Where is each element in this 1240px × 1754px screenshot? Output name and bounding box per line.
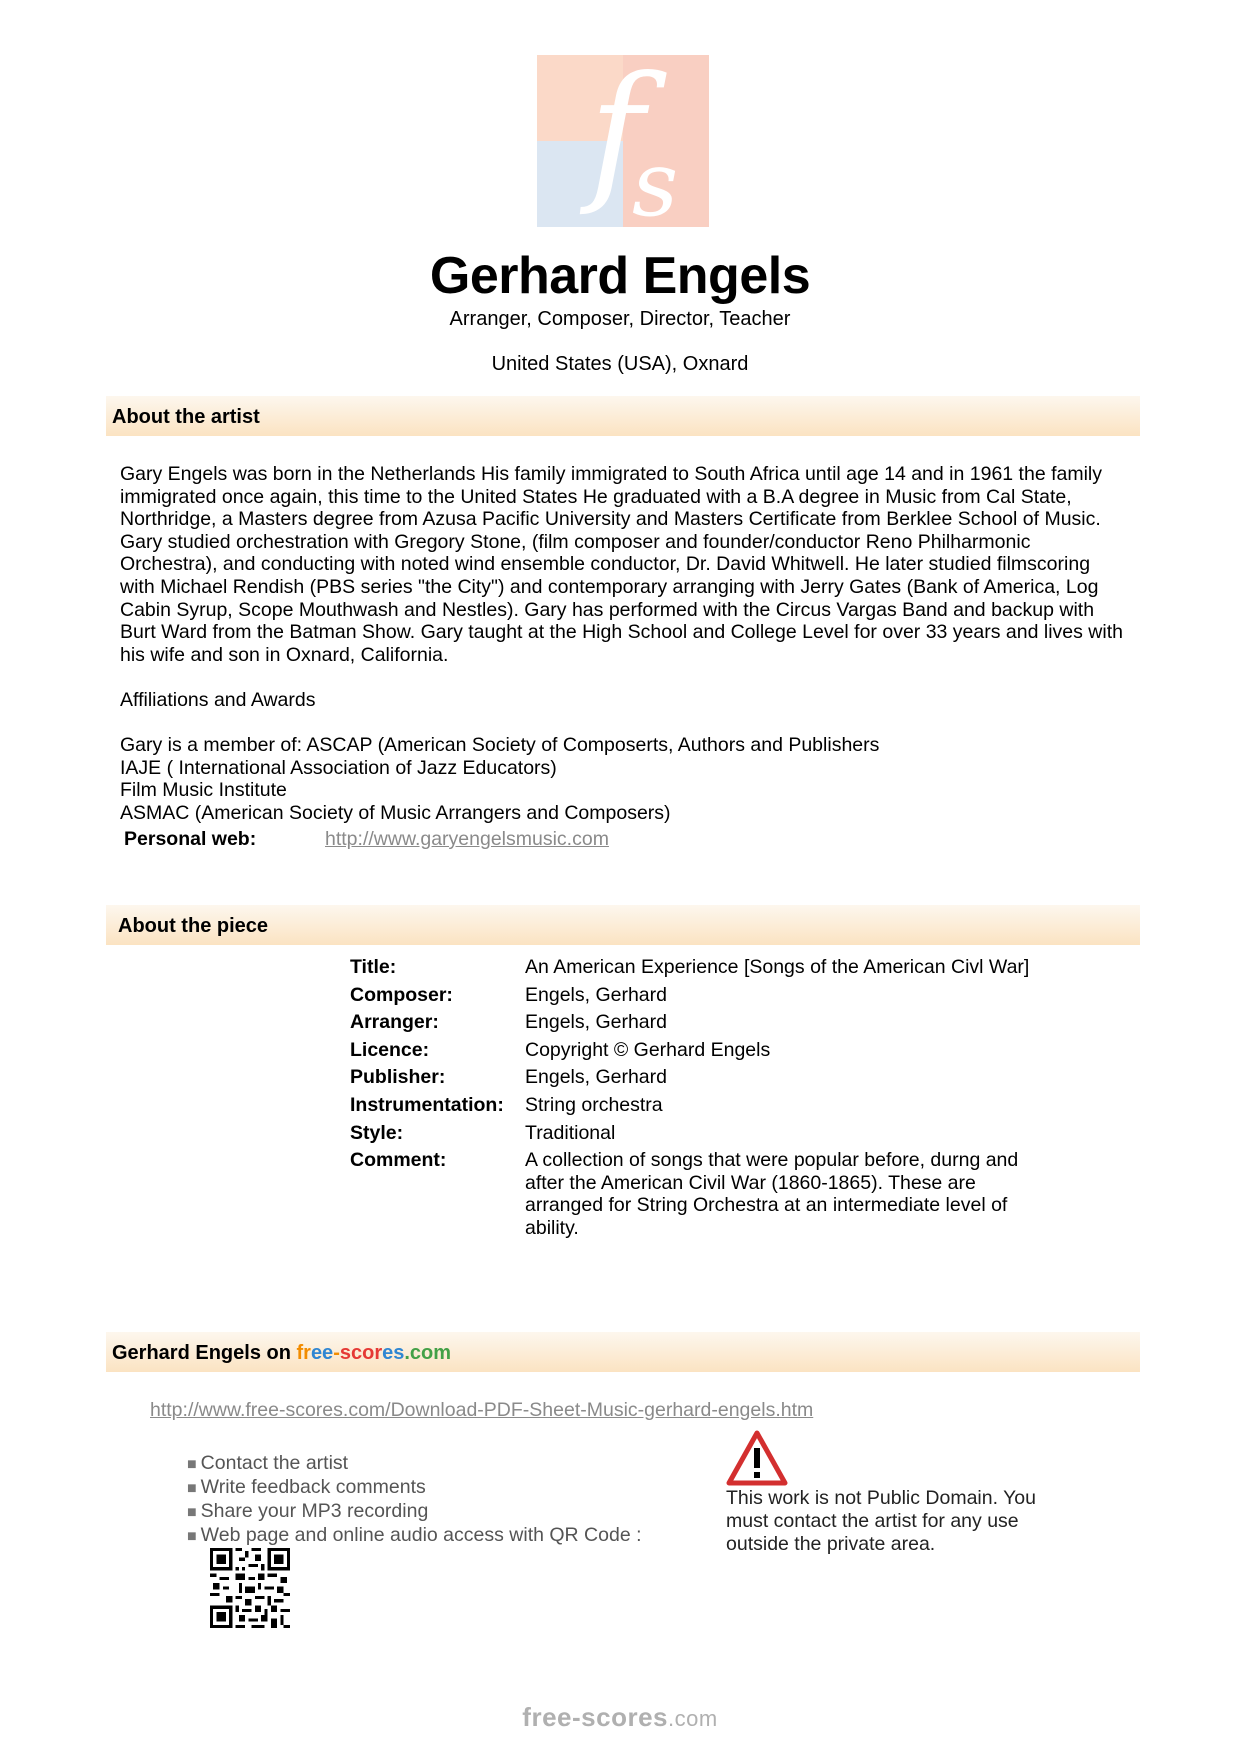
field-label: Publisher:: [350, 1066, 446, 1089]
brand-part: .com: [404, 1342, 452, 1364]
action-label: Contact the artist: [200, 1452, 349, 1474]
section-header-free-scores: [106, 1332, 1140, 1372]
table-row: [350, 1094, 1030, 1122]
field-label: Licence:: [350, 1038, 430, 1061]
section-title: About the artist: [112, 406, 260, 428]
field-value: String orchestra: [525, 1093, 663, 1116]
section-title: About the piece: [118, 915, 269, 937]
brand-part: -: [333, 1342, 340, 1364]
affiliation-item: Gary is a member of: ASCAP (American Society of Composerts, Authors and Publishers: [120, 734, 880, 756]
section-title: [112, 1342, 451, 1365]
action-label: Write feedback comments: [200, 1476, 426, 1498]
affiliations-heading: Affiliations and Awards: [120, 689, 316, 711]
field-label: Instrumentation:: [350, 1093, 504, 1116]
list-item[interactable]: [187, 1500, 642, 1524]
artist-location: United States (USA), Oxnard: [491, 353, 749, 375]
affiliation-item: ASMAC (American Society of Music Arrangers and Composers): [120, 802, 671, 824]
table-row: [350, 1122, 1030, 1150]
square-bullet-icon: ■: [187, 1528, 197, 1545]
artist-bio: Gary Engels was born in the Netherlands His family immigrated to South Africa until age 14 and in 1961 the family immigrated once again, this time to the United States He graduated with a B.A degree in Music from Cal State, Northridge, a Masters degree from Azusa Pacific University and Masters Certificate from Berklee School of Music. Gary studied orchestration with Gregory Stone, (film composer and founder/conductor Reno Philharmonic Orchestra), and conducting with noted wind ensemble conductor, Dr. David Whitwell. He later studied filmscoring with Michael Rendish (PBS series "the City") and contemporary arranging with Jerry Gates (Bank of America, Log Cabin Syrup, Scope Mouthwash and Nestles). Gary has performed with the Circus Vargas Band and backup with Burt Ward from the Batman Show. Gary taught at the High School and College Level for over 33 years and lives with his wife and son in Oxnard, California.: [120, 463, 1123, 666]
table-row: [350, 1039, 1030, 1067]
brand-part: scor: [339, 1342, 383, 1364]
brand-part: fr: [296, 1342, 311, 1364]
field-value: Copyright © Gerhard Engels: [525, 1038, 771, 1061]
field-label: Title:: [350, 956, 397, 978]
list-item[interactable]: [187, 1452, 642, 1476]
field-value: A collection of songs that were popular before, durng and after the American Civil War (1860-1865). These are arranged for String Orchestra at an intermediate level of ability.: [525, 1149, 1019, 1239]
table-row: [350, 1066, 1030, 1094]
field-value: Engels, Gerhard: [525, 1011, 667, 1034]
square-bullet-icon: ■: [187, 1480, 197, 1497]
personal-web-label: Personal web:: [124, 828, 257, 850]
square-bullet-icon: ■: [187, 1504, 197, 1521]
qr-code-icon[interactable]: [210, 1548, 290, 1628]
square-bullet-icon: ■: [187, 1456, 197, 1473]
svg-text:s: s: [632, 132, 679, 227]
warning-icon: [726, 1430, 788, 1486]
table-row: [350, 984, 1030, 1012]
section-header-about-piece: [106, 905, 1140, 945]
field-value: Engels, Gerhard: [525, 1066, 667, 1089]
footer-brand-name: free-scores: [522, 1702, 668, 1732]
action-label: Share your MP3 recording: [200, 1500, 429, 1522]
field-label: Style:: [350, 1121, 404, 1144]
table-row: [350, 1011, 1030, 1039]
brand-part: es: [382, 1342, 405, 1364]
free-scores-artist-link[interactable]: http://www.free-scores.com/Download-PDF-Sheet-Music-gerhard-engels.htm: [150, 1399, 814, 1421]
list-item[interactable]: [187, 1524, 642, 1548]
field-label: Comment:: [350, 1149, 447, 1172]
field-value: Traditional: [525, 1121, 616, 1144]
affiliation-item: IAJE ( International Association of Jazz Educators): [120, 757, 557, 779]
brand-part: ee: [310, 1342, 334, 1364]
artist-actions-list: [187, 1452, 642, 1548]
copyright-warning: This work is not Public Domain. You must contact the artist for any use outside the private area.: [726, 1487, 1036, 1555]
piece-details-table: [350, 956, 1030, 1245]
footer-brand[interactable]: [0, 1702, 1240, 1733]
list-item[interactable]: [187, 1476, 642, 1500]
affiliation-item: Film Music Institute: [120, 779, 287, 801]
field-value: Engels, Gerhard: [525, 983, 667, 1006]
personal-web-link[interactable]: http://www.garyengelsmusic.com: [325, 828, 609, 850]
table-row: [350, 1149, 1030, 1244]
field-label: Composer:: [350, 983, 453, 1006]
heading-prefix: Gerhard Engels on: [112, 1342, 297, 1364]
table-row: [350, 956, 1030, 984]
field-label: Arranger:: [350, 1011, 439, 1034]
artist-name: Gerhard Engels: [429, 247, 811, 305]
artist-roles: Arranger, Composer, Director, Teacher: [449, 308, 791, 330]
footer-brand-tld: .com: [668, 1706, 718, 1731]
action-label: Web page and online audio access with QR Code :: [200, 1524, 642, 1546]
svg-text:f: f: [589, 55, 645, 219]
section-header-about-artist: [106, 396, 1140, 436]
free-scores-logo: [537, 55, 709, 227]
field-value: An American Experience [Songs of the American Civl War]: [525, 956, 1030, 978]
